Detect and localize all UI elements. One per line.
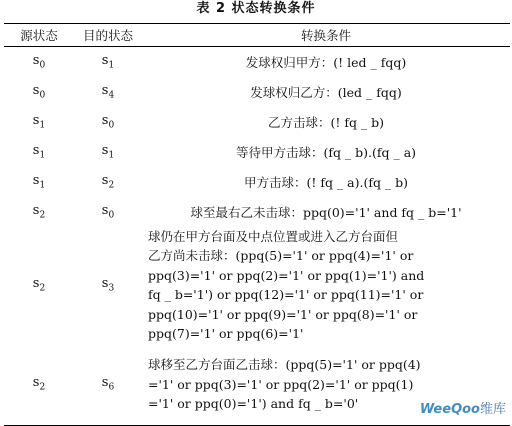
source-state-cell: $s_1$ xyxy=(32,142,46,161)
table-row xyxy=(4,107,510,137)
condition-cell xyxy=(142,107,510,137)
condition-cell xyxy=(142,78,510,107)
source-state-cell: $s_1$ xyxy=(32,172,46,191)
condition-line: 乙方击球：(! fq _ b) xyxy=(267,114,385,130)
condition-line: 乙方尚未击球：(ppq(5)='1' or ppq(4)='1' or xyxy=(148,248,414,263)
target-state-cell: $s_2$ xyxy=(101,172,115,191)
source-state-cell: $s_1$ xyxy=(32,112,46,131)
watermark-logo: WeeQoo维库 xyxy=(419,402,506,417)
state-transition-table xyxy=(4,23,510,426)
target-state-cell: $s_1$ xyxy=(101,53,115,72)
condition-line: 球至最右乙未击球：ppq(0)='1' and fq _ b='1' xyxy=(190,204,462,220)
condition-line: 发球权归甲方：(! led _ fqq) xyxy=(245,55,407,71)
source-state-cell: $s_2$ xyxy=(32,375,46,394)
table-row xyxy=(4,227,510,344)
table-row xyxy=(4,47,510,78)
condition-line: 球仍在甲方台面及中点位置或进入乙方台面但 xyxy=(148,228,399,244)
table-row xyxy=(4,197,510,227)
source-state-cell: $s_0$ xyxy=(32,53,46,72)
header-target-state: 目的状态 xyxy=(82,28,133,43)
condition-cell xyxy=(142,137,510,167)
condition-line: 等待甲方击球：(fq _ b).(fq _ a) xyxy=(235,144,417,160)
condition-line: 发球权归乙方：(led _ fqq) xyxy=(250,85,402,100)
condition-cell xyxy=(142,167,510,197)
condition-line: ='1' or ppq(3)='1' or ppq(2)='1' or ppq(1) xyxy=(148,376,414,392)
condition-line: ='1' or ppq(0)='1') and fq _ b='0' xyxy=(148,396,359,411)
condition-line: fq _ b='1') or ppq(12)='1' or ppq(11)='1' or xyxy=(148,287,424,302)
header-row xyxy=(4,24,510,47)
header-source-state: 源状态 xyxy=(20,28,58,43)
source-state-cell: $s_2$ xyxy=(32,202,46,221)
header-condition: 转换条件 xyxy=(300,28,351,43)
source-state-cell: $s_2$ xyxy=(32,276,46,294)
condition-line: ppq(3)='1' or ppq(2)='1' or ppq(1)='1') and xyxy=(148,267,425,283)
target-state-cell: $s_0$ xyxy=(101,202,115,221)
table-row xyxy=(4,137,510,167)
condition-line: ppq(10)='1' or ppq(9)='1' or ppq(8)='1' or xyxy=(148,306,418,322)
table-row xyxy=(4,78,510,107)
condition-line: ppq(7)='1' or ppq(6)='1' xyxy=(148,326,304,341)
target-state-cell: $s_4$ xyxy=(101,83,115,101)
target-state-cell: $s_3$ xyxy=(101,276,115,294)
condition-cell xyxy=(142,47,510,78)
target-state-cell: $s_0$ xyxy=(101,112,115,131)
target-state-cell: $s_6$ xyxy=(101,375,115,394)
table-row xyxy=(4,167,510,197)
target-state-cell: $s_1$ xyxy=(101,142,115,161)
table-caption: 表 2 状态转换条件 xyxy=(196,1,316,16)
condition-cell xyxy=(142,227,510,344)
condition-cell xyxy=(142,197,510,227)
condition-line: 甲方击球：(! fq _ a).(fq _ b) xyxy=(243,174,409,190)
source-state-cell: $s_0$ xyxy=(32,83,46,101)
condition-line: 球移至乙方台面乙击球：(ppq(5)='1' or ppq(4) xyxy=(148,357,421,372)
